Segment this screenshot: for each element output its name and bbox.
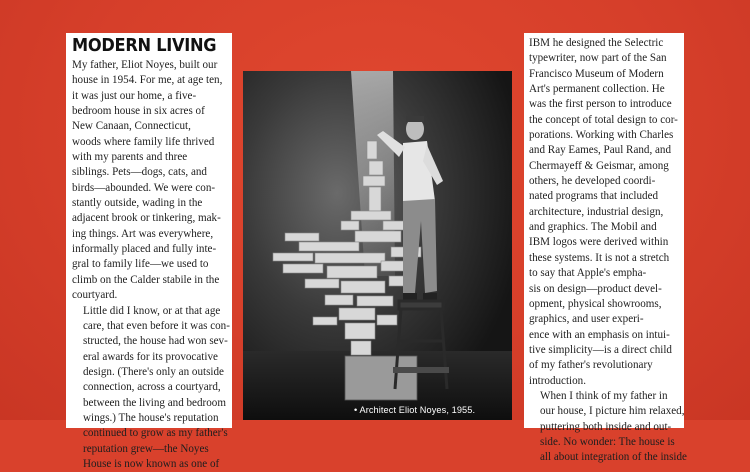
- text-line: birds—abounded. We were con-: [72, 181, 227, 196]
- text-line: others, he developed coordi-: [529, 174, 680, 189]
- text-line: connection, across a courtyard,: [72, 380, 227, 395]
- text-line: siblings. Pets—dogs, cats, and: [72, 165, 227, 180]
- text-line: New Canaan, Connecticut,: [72, 119, 227, 134]
- text-line: When I think of my father in: [529, 389, 680, 404]
- text-line: side. No wonder: The house is: [529, 435, 680, 450]
- text-line: was the first person to introduce: [529, 97, 680, 112]
- text-line: bedroom house in six acres of: [72, 104, 227, 119]
- text-line: the concept of total design to cor-: [529, 113, 680, 128]
- paragraph-3: [529, 36, 680, 389]
- photo-caption: • Architect Eliot Noyes, 1955.: [354, 405, 475, 415]
- text-line: adjacent brook or tinkering, mak-: [72, 211, 227, 226]
- text-line: gral to family life—we used to: [72, 257, 227, 272]
- text-line: Chermayeff & Geismar, among: [529, 159, 680, 174]
- text-line: these systems. It is not a stretch: [529, 251, 680, 266]
- text-line: care, that even before it was con-: [72, 319, 227, 334]
- text-line: IBM he designed the Selectric: [529, 36, 680, 51]
- paragraph-1: [72, 58, 227, 304]
- text-line: nated programs that included: [529, 189, 680, 204]
- text-line: design. (There's only an outside: [72, 365, 227, 380]
- text-line: ence with an emphasis on intui-: [529, 328, 680, 343]
- text-line: and graphics. The Mobil and: [529, 220, 680, 235]
- photo-illustration: [243, 71, 512, 420]
- paragraph-2: [72, 304, 227, 472]
- text-line: sis on design—product devel-: [529, 282, 680, 297]
- text-line: architecture, industrial design,: [529, 205, 680, 220]
- text-line: Art's permanent collection. He: [529, 82, 680, 97]
- text-line: reputation grew—the Noyes: [72, 442, 227, 457]
- text-line: structed, the house had won sev-: [72, 334, 227, 349]
- text-line: woods where family life thrived: [72, 135, 227, 150]
- text-line: climb on the Calder stabile in the: [72, 273, 227, 288]
- right-text-column: [524, 33, 684, 428]
- left-text-column: [66, 33, 232, 428]
- text-line: graphics, and user experi-: [529, 312, 680, 327]
- text-line: introduction.: [529, 374, 680, 389]
- text-line: and Ray Eames, Paul Rand, and: [529, 143, 680, 158]
- text-line: My father, Eliot Noyes, built our: [72, 58, 227, 73]
- photograph-architect: [243, 71, 512, 420]
- text-line: porations. Working with Charles: [529, 128, 680, 143]
- text-line: continued to grow as my father's: [72, 426, 227, 441]
- text-line: ing things. Art was everywhere,: [72, 227, 227, 242]
- text-line: all about integration of the inside: [529, 450, 680, 465]
- text-line: opment, physical showrooms,: [529, 297, 680, 312]
- text-line: tive simplicity—is a direct child: [529, 343, 680, 358]
- article-title: MODERN LIVING: [72, 35, 212, 57]
- text-line: puttering both inside and out-: [529, 420, 680, 435]
- text-line: to say that Apple's empha-: [529, 266, 680, 281]
- text-line: House is now known as one of: [72, 457, 227, 472]
- text-line: typewriter, now part of the San: [529, 51, 680, 66]
- text-line: it was just our home, a five-: [72, 89, 227, 104]
- text-line: courtyard.: [72, 288, 227, 303]
- text-line: informally placed and fully inte-: [72, 242, 227, 257]
- text-line: Little did I know, or at that age: [72, 304, 227, 319]
- text-line: Francisco Museum of Modern: [529, 67, 680, 82]
- text-line: of my father's revolutionary: [529, 358, 680, 373]
- text-line: our house, I picture him relaxed,: [529, 404, 680, 419]
- text-line: between the living and bedroom: [72, 396, 227, 411]
- text-line: stantly outside, wading in the: [72, 196, 227, 211]
- text-line: eral awards for its provocative: [72, 350, 227, 365]
- paragraph-4: [529, 389, 680, 466]
- text-line: IBM logos were derived within: [529, 235, 680, 250]
- text-line: house in 1954. For me, at age ten,: [72, 73, 227, 88]
- text-line: wings.) The house's reputation: [72, 411, 227, 426]
- text-line: with my parents and three: [72, 150, 227, 165]
